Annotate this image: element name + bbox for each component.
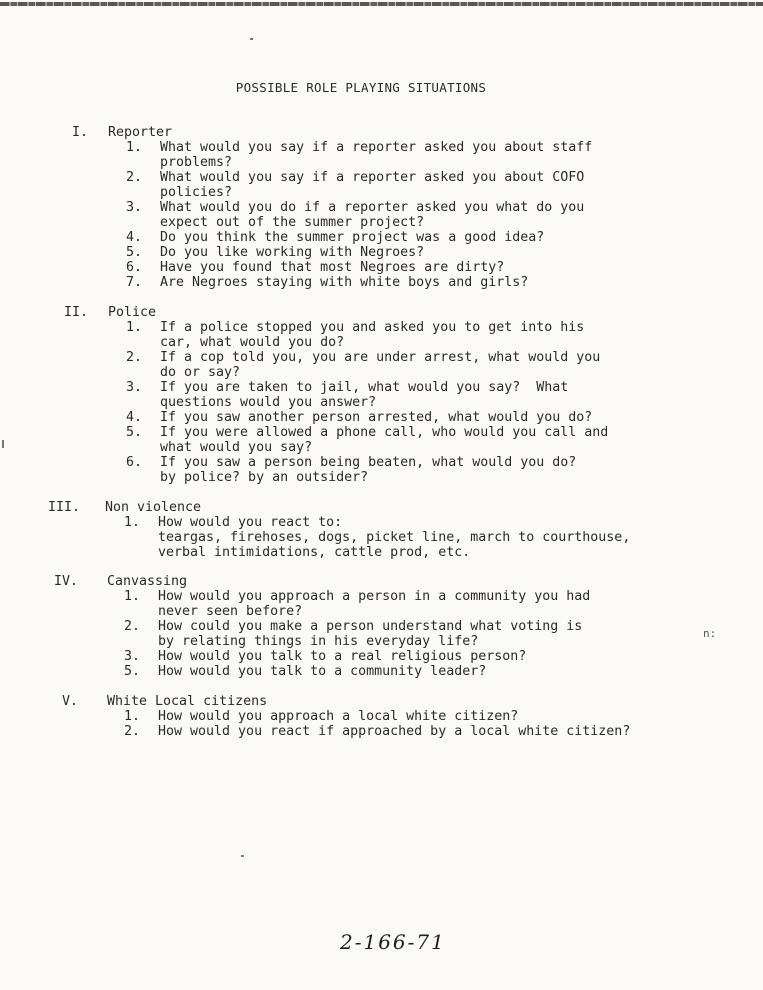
question-text-line: If a police stopped you and asked you to get into his [160,320,585,335]
question-item [120,230,720,245]
question-text-line: never seen before? [158,604,303,619]
question-item [120,350,720,380]
question-item [118,515,718,560]
question-number: 3. [125,200,142,215]
question-item [118,709,718,724]
question-text-line: Have you found that most Negroes are dirty? [160,260,505,275]
question-text-line: What would you say if a reporter asked you about staff [160,140,593,155]
question-number: 5. [125,425,142,440]
scan-speck [241,855,244,857]
question-item [120,245,720,260]
question-number: 4. [125,410,142,425]
question-text-line: by police? by an outsider? [160,470,369,485]
question-item [120,275,720,290]
question-text-line: How would you react if approached by a local white citizen? [158,724,631,739]
question-item [120,260,720,275]
question-item [120,425,720,455]
question-item [118,589,718,619]
scan-edge-line [0,2,763,6]
question-text-line: what would you say? [160,440,313,455]
question-number: 1. [125,320,142,335]
question-number: 3. [123,649,140,664]
question-item [120,200,720,230]
margin-mark: n: [703,627,717,640]
question-text-line: What would you do if a reporter asked you what do you [160,200,585,215]
question-number: 5. [123,664,140,679]
question-text-line: If you saw another person arrested, what would you do? [160,410,593,425]
question-number: 2. [123,619,140,634]
question-item [118,724,718,739]
question-item [120,380,720,410]
section-numeral: I. [71,125,88,140]
question-item [118,664,718,679]
scan-speck [250,38,253,40]
question-text-line: How would you approach a person in a community you had [158,589,591,604]
question-number: 1. [125,140,142,155]
question-text-line: How would you talk to a real religious person? [158,649,527,664]
question-text-line: What would you say if a reporter asked you about COFO [160,170,585,185]
section-title: Reporter [108,125,173,140]
question-text-line: How would you talk to a community leader? [158,664,487,679]
question-text-line: If you were allowed a phone call, who would you call and [160,425,609,440]
question-number: 2. [125,350,142,365]
question-text-line: How would you approach a local white citizen? [158,709,519,724]
section-title: Non violence [105,500,202,515]
question-text-line: Do you think the summer project was a good idea? [160,230,545,245]
question-item [120,410,720,425]
question-text-line: If you are taken to jail, what would you say? What [160,380,569,395]
question-number: 7. [125,275,142,290]
question-number: 2. [123,724,140,739]
question-text-line: If you saw a person being beaten, what would you do? [160,455,577,470]
section-numeral: III. [48,500,81,515]
question-text-line: do or say? [160,365,241,380]
question-item [120,170,720,200]
handwritten-file-number: 2-166-71 [340,930,446,954]
question-number: 2. [125,170,142,185]
section-title: Canvassing [107,574,188,589]
question-text-line: Are Negroes staying with white boys and girls? [160,275,529,290]
section-title: White Local citizens [107,694,268,709]
question-number: 1. [123,515,140,530]
question-number: 3. [125,380,142,395]
section-numeral: IV. [53,574,78,589]
section-numeral: II. [63,305,88,320]
question-text-line: problems? [160,155,233,170]
question-text-line: If a cop told you, you are under arrest, what would you [160,350,601,365]
page-title: POSSIBLE ROLE PLAYING SITUATIONS [235,80,487,95]
question-item [120,320,720,350]
question-text-line: questions would you answer? [160,395,377,410]
question-number: 1. [123,589,140,604]
question-number: 6. [125,455,142,470]
question-text-line: by relating things in his everyday life? [158,634,479,649]
question-text-line: car, what would you do? [160,335,345,350]
question-number: 5. [125,245,142,260]
section-numeral: V. [61,694,78,709]
question-text-line: How would you react to: [158,515,343,530]
question-text-line: policies? [160,185,233,200]
question-item [120,140,720,170]
question-text-line: teargas, firehoses, dogs, picket line, march to courthouse, [158,530,631,545]
question-number: 4. [125,230,142,245]
section-title: Police [108,305,157,320]
question-item [118,619,718,649]
question-text-line: expect out of the summer project? [160,215,425,230]
question-number: 6. [125,260,142,275]
scan-speck [2,440,4,448]
question-number: 1. [123,709,140,724]
question-item [118,649,718,664]
question-text-line: How could you make a person understand what voting is [158,619,583,634]
question-text-line: Do you like working with Negroes? [160,245,425,260]
question-text-line: verbal intimidations, cattle prod, etc. [158,545,471,560]
question-item [120,455,720,485]
